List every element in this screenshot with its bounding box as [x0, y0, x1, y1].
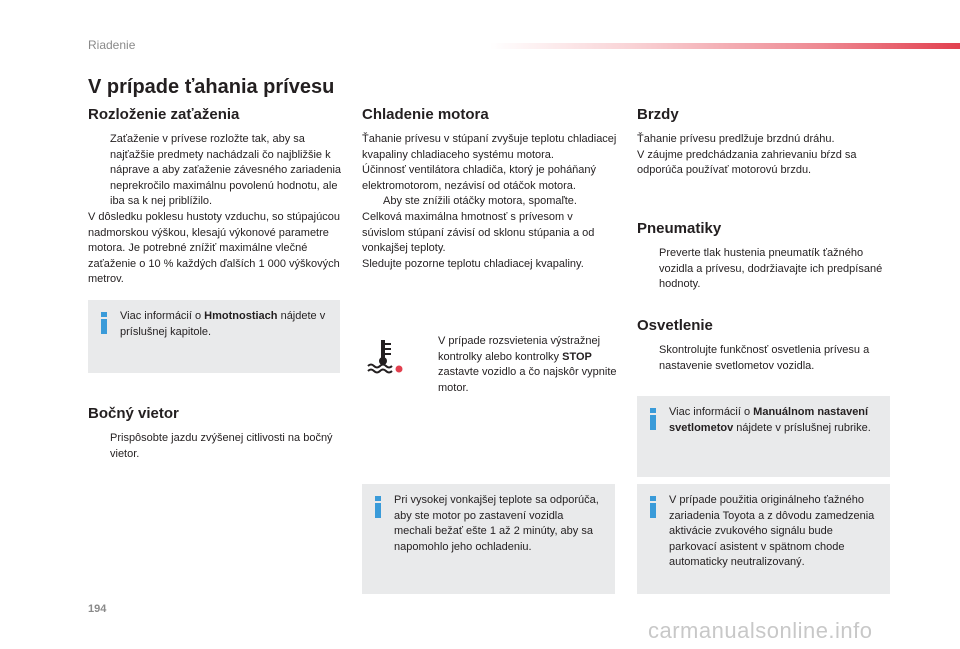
info-icon — [99, 312, 109, 334]
lighting-bullet-text: Skontrolujte funkčnosť osvetlenia prívesu a nastavenie svetlometov vozidla. — [659, 344, 870, 372]
tow-bar-info-box — [637, 484, 890, 594]
cooling-para-3: Celková maximálna hmotnosť s prívesom v súvislom stúpaní závisí od sklonu stúpania a od vonkajšej teploty. — [362, 210, 595, 255]
lighting-bullet — [637, 343, 892, 374]
page-title: V prípade ťahania prívesu — [88, 76, 335, 98]
cooling-warning-bold: STOP — [562, 350, 592, 363]
load-title: Rozloženie zaťaženia — [88, 106, 240, 123]
brakes-title: Brzdy — [637, 106, 679, 123]
cooling-warning-before: V prípade rozsvietenia výstražnej kontrolky alebo kontrolky — [438, 335, 601, 363]
cooling-info-box — [362, 484, 615, 594]
lighting-info-bold: Manuálnom nastavení svetlometov — [669, 406, 869, 434]
section-engine-cooling — [362, 106, 617, 272]
cooling-para-1: Ťahanie prívesu v stúpaní zvyšuje teplotu chladiacej kvapaliny chladiaceho systému motora. — [362, 133, 617, 161]
tyres-title: Pneumatiky — [637, 220, 722, 237]
load-info-after: nájdete v príslušnej kapitole. — [120, 310, 326, 338]
cooling-para-2: Účinnosť ventilátora chladiča, ktorý je poháňaný elektromotorom, nezávisí od otáčok motora. — [362, 164, 597, 192]
tyres-bullet-text: Preverte tlak hustenia pneumatík ťažného vozidla a prívesu, dodržiavajte ich predpísané hodnoty. — [659, 247, 883, 291]
lighting-title: Osvetlenie — [637, 317, 713, 334]
watermark: carmanualsonline.info — [648, 618, 873, 643]
load-info-box — [88, 300, 340, 373]
cooling-bullet-text: Aby ste znížili otáčky motora, spomaľte. — [383, 195, 577, 208]
tyres-bullet — [637, 246, 892, 293]
section-brakes — [637, 106, 892, 179]
load-info-bold: Hmotnostiach — [204, 310, 278, 322]
tow-bar-info-text: V prípade použitia originálneho ťažného zariadenia Toyota a z dôvodu zamedzenia aktivácie zvukového signálu bude parkovací asistent v spätnom chode automaticky neutralizovaný. — [669, 494, 875, 569]
cooling-warning — [418, 334, 618, 396]
load-paragraph: V dôsledku poklesu hustoty vzduchu, so stúpajúcou nadmorskou výškou, klesajú výkonové parametre motora. Je potrebné znížiť maximálne vlečné zaťaženie o 10 % každých ďalších 1 000 výškových metrov. — [88, 210, 340, 286]
load-bullet-text: Zaťaženie v prívese rozložte tak, aby sa najťažšie predmety nachádzali čo najbližšie k náprave a aby zaťaženie závesného zariadenia neprekročilo maximálnu povolenú hodnotu, ale iba sa k nej priblížilo. — [110, 133, 342, 208]
section-crosswind — [88, 405, 343, 462]
lighting-info-box — [637, 396, 890, 477]
load-info-before: Viac informácií o — [120, 310, 205, 322]
cooling-warning-bullet — [418, 334, 618, 396]
crosswind-title: Bočný vietor — [88, 405, 179, 422]
cooling-bullet — [362, 194, 617, 210]
crosswind-bullet-text: Prispôsobte jazdu zvýšenej citlivosti na bočný vietor. — [110, 432, 333, 460]
crosswind-bullet — [88, 431, 343, 462]
cooling-warning-after: zastavte vozidlo a čo najskôr vypnite motor. — [438, 366, 617, 394]
section-lighting — [637, 317, 892, 374]
lighting-info-after: nájdete v príslušnej rubrike. — [733, 421, 871, 434]
brakes-para-1: Ťahanie prívesu predlžuje brzdnú dráhu. — [637, 133, 835, 145]
info-icon — [648, 496, 658, 518]
load-bullet — [88, 132, 343, 210]
section-load-distribution — [88, 106, 343, 288]
info-icon — [373, 496, 383, 518]
cooling-para-4: Sledujte pozorne teplotu chladiacej kvapaliny. — [362, 257, 584, 270]
lighting-info-before: Viac informácií o — [669, 406, 754, 418]
page-number: 194 — [88, 603, 107, 615]
cooling-info-text: Pri vysokej vonkajšej teplote sa odporúča, aby ste motor po zastavení vozidla mechali bežať ešte 1 až 2 minúty, aby sa napomohlo jeho ochladeniu. — [394, 494, 599, 553]
info-icon — [648, 408, 658, 430]
brakes-para-2: V záujme predchádzania zahrievaniu bŕzd sa odporúča používať motorovú brzdu. — [637, 148, 857, 177]
header-accent-bar — [490, 43, 960, 49]
coolant-temperature-warning-icon — [364, 338, 404, 374]
header-section-label: Riadenie — [88, 38, 136, 52]
section-tyres — [637, 220, 892, 293]
cooling-title: Chladenie motora — [362, 106, 489, 123]
